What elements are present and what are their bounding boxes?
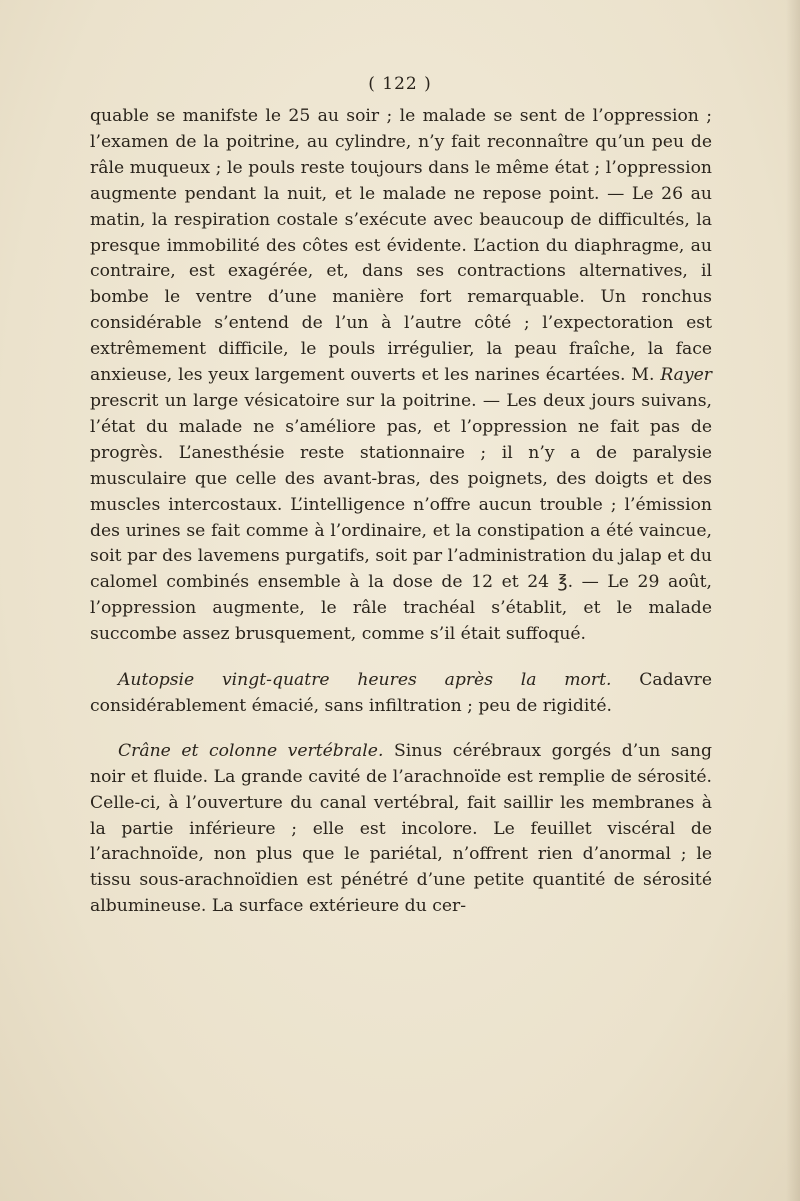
autopsy-heading: Autopsie vingt-quatre heures après la mort.: [118, 670, 612, 691]
paragraph-clinical-course: [90, 104, 712, 648]
body-text: [90, 104, 712, 920]
physician-name: Rayer: [660, 365, 713, 386]
paragraph-skull-spine: [90, 739, 712, 920]
autopsy-text: Cadavre considérablement émacié, sans infiltration ; peu de rigidité.: [90, 670, 712, 716]
skull-spine-heading: Crâne et colonne vertébrale.: [118, 740, 384, 761]
paragraph-clinical-course-text-2: prescrit un large vésicatoire sur la poitrine. — Les deux jours suivans, l’état du malade ne s’améliore pas, et l’oppression ne fait pas de progrès. L’anesthésie reste stationnaire ; il n’y a de paralysie musculaire que celle des avant-bras, des poignets, des doigts et des muscles intercostaux. L’intelligence n’offre aucun trouble ; l’émission des urines se fait comme à l’ordinaire, et la constipation a été vaincue, soit par des lavemens purgatifs, soit par l’administration du jalap et du calomel combinés ensemble à la dose de 12 et 24 ℥. — Le 29 août, l’oppression augmente, le râle trachéal s’établit, et le malade succombe assez brusquement, comme s’il était suffoqué.: [90, 390, 712, 645]
paragraph-clinical-course-text: quable se manifste le 25 au soir ; le malade se sent de l’oppression ; l’examen de la poitrine, au cylindre, n’y fait reconnaître qu’un peu de râle muqueux ; le pouls reste toujours dans le même état ; l’oppression augmente pendant la nuit, et le malade ne repose point. — Le 26 au matin, la respiration costale s’exécute avec beaucoup de difficultés, la presque immobilité des côtes est évidente. L’action du diaphragme, au contraire, est exagérée, et, dans ses contractions alternatives, il bombe le ventre d’une manière fort remarquable. Un ronchus considérable s’entend de l’un à l’autre côté ; l’expectoration est extrêmement difficile, le pouls irrégulier, la peau fraîche, la face anxieuse, les yeux largement ouverts et les narines écartées. M.: [90, 106, 712, 386]
skull-spine-text: Sinus cérébraux gorgés d’un sang noir et fluide. La grande cavité de l’arachnoïde est remplie de sérosité. Celle-ci, à l’ouverture du canal vertébral, fait saillir les membranes à la partie inférieure ; elle est incolore. Le feuillet viscéral de l’arachnoïde, non plus que le pariétal, n’offrent rien d’anormal ; le tissu sous-arachnoïdien est pénétré d’une petite quantité de sérosité albumineuse. La surface extérieure du cer-: [90, 740, 712, 917]
page-edge-shadow: [786, 0, 800, 1201]
page-number: ( 122 ): [368, 74, 432, 94]
paragraph-autopsy: [90, 668, 712, 720]
